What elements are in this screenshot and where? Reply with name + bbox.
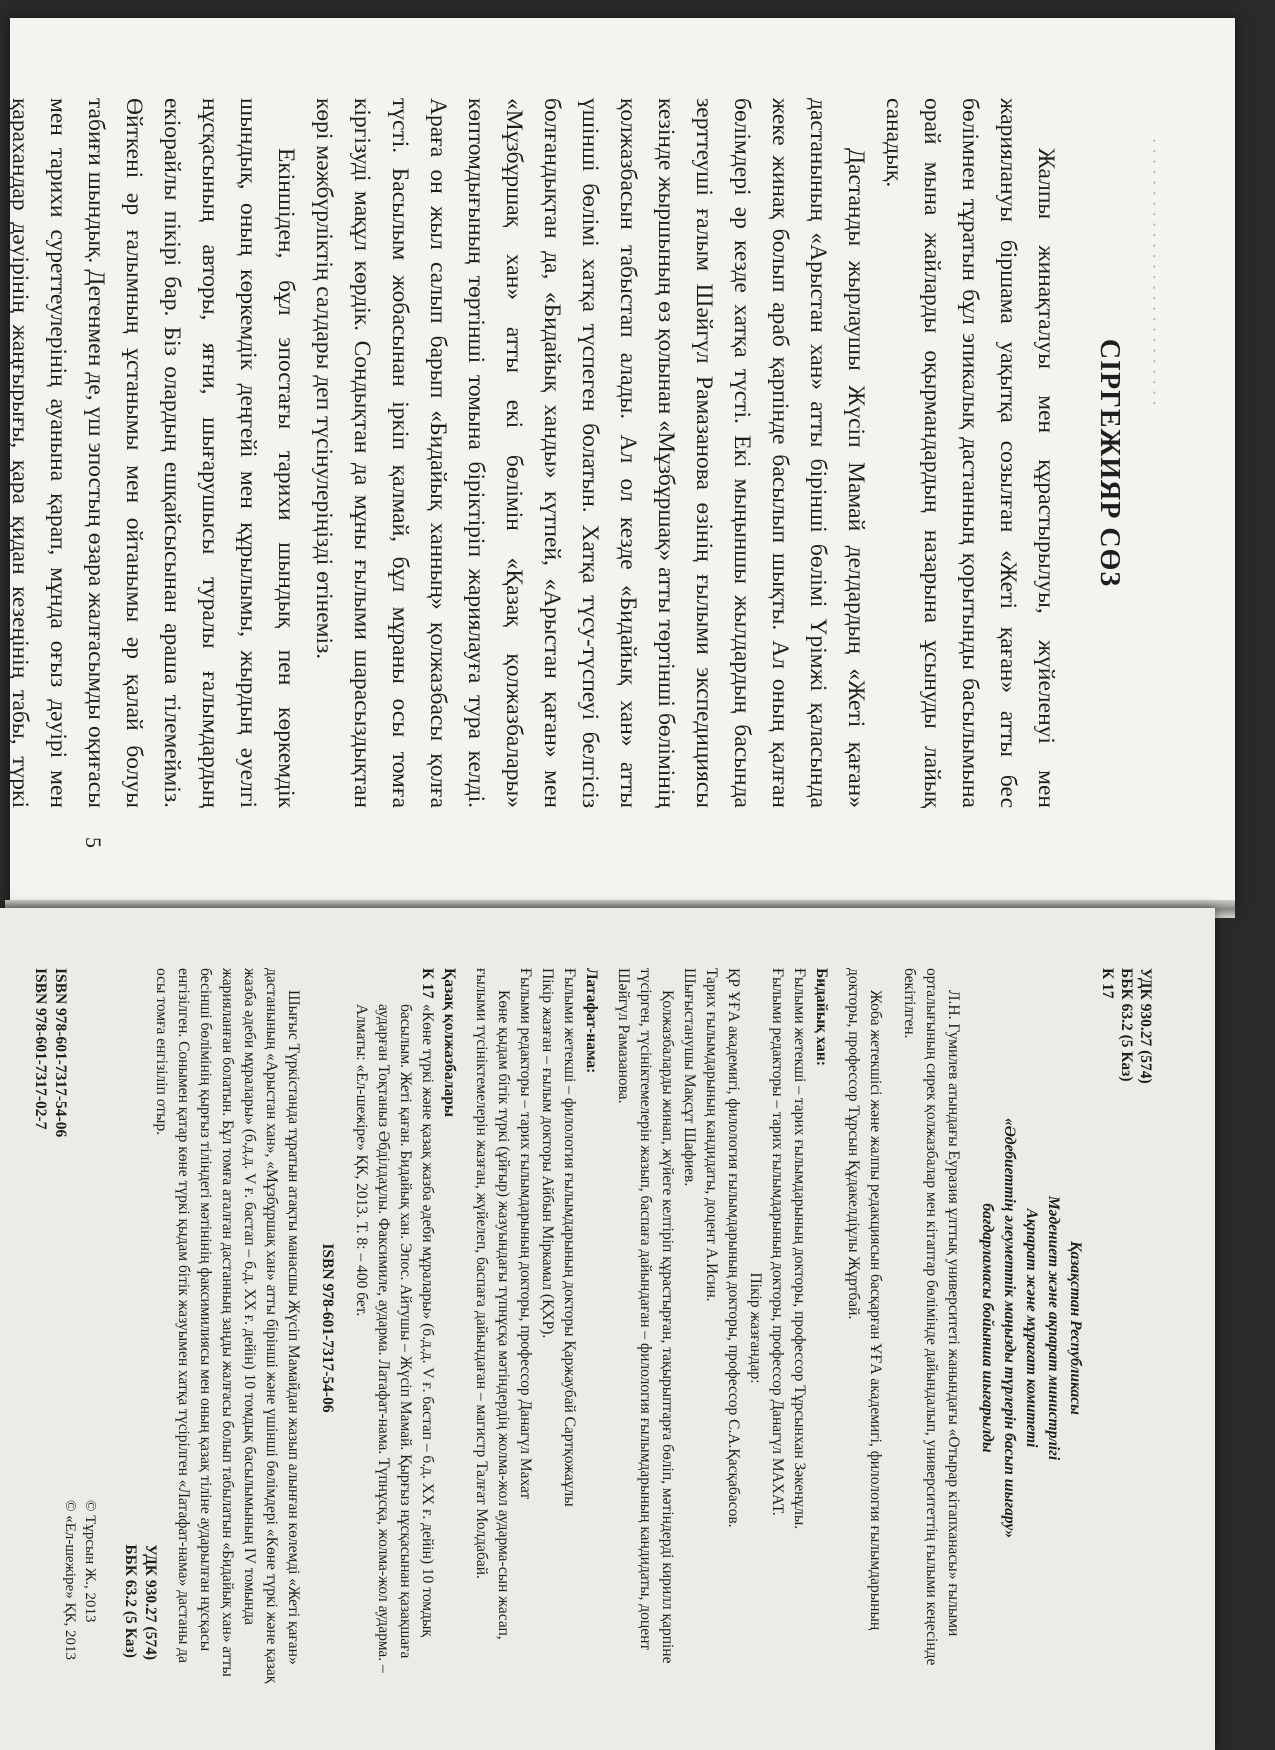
credit-line: Ғылыми жетекші – филология ғылымдарының докторы Қаржаубай Сартқожаұлы [561,968,578,1507]
credit-line: Ғылыми жетекші – тарих ғылымдарының докторы, профессор Тұрсынхан Зәкенұлы. [791,968,808,1530]
udk-code: УДК 930.27 (574) [142,1544,159,1660]
publisher-line: бағдарламасы бойынша шығарылды [979,1203,996,1453]
isbn-block [30,968,70,1137]
credit-line: Ғылыми редакторы – тарих ғылымдарының докторы, профессор Данагүл Махат [517,968,534,1500]
udk-code: УДК 930.27 (574) [1137,968,1154,1084]
publisher-line: Мәдениет және ақпарат министрлігі [1045,1195,1062,1461]
publisher-lines [976,968,1086,1688]
credit-line: Пікір жазғандар: [747,1272,764,1384]
author-mark: К 17 [1099,968,1116,999]
classification-codes [1098,968,1155,1688]
catalog-entry [350,968,438,1688]
series-title: Қазақ қолжазбалары [441,968,458,1117]
catalog-entry-text: «Көне түркі және қазақ жазба әдеби мұралары» (б.д.д. V ғ. бастап – б.д. XX ғ. дейін) 10 томдық басылым. Жеті қаған. Бидайық хан. Эпос. Айтушы – Жүсіп Мамай. Қырғыз нұсқасынан қазақшаға аударған Тоқтаныз Әбділдаұлы. Факсимиле, аударма. Латафат-нама. Түпнұсқа, жолма-жол аударма. – Алматы: «Ел-шежіре» ҚК, 2013. Т. 8: – 400 бет. [353,1004,436,1673]
credit-line: Көне қыдам бітік түркі (ұйғыр) жазуындағы түпнұсқа мәтіндердің жолма-жол аударма-сын жасап, ғылыми түсініктемелерін жазған, жүйелеп, баспаға дайындаған – магистр Талғат Молдабай. [473,968,512,1640]
isbn-line: ISBN 978-601-7317-54-06 [52,968,69,1138]
publisher-line: Қазақстан Республикасы [1067,1241,1084,1415]
page-number: 5 [81,837,106,848]
isbn-main: ISBN 978-601-7317-54-06 [319,1243,336,1413]
classification-codes-bottom [120,1544,160,1660]
credit-line: Тарих ғылымдарының кандидаты, доцент А.Исин. [703,968,720,1302]
preface-body [0,98,1065,808]
bbk-code: ББК 63.2 (5 Каз) [1118,968,1135,1082]
bbk-code: ББК 63.2 (5 Каз) [122,1544,139,1658]
preface-paragraph: Екіншіден, бұл эпостағы тарихи шындық пен көркемдік шындық, оның көркемдік деңгейі мен құрылымы, жырдың әуелгі нұсқасының авторы, яғни, шығарушысы туралы ғалымдардың екіорайлы пікірі бар. Біз олардың ешқайсысынан араша тілемейміз. Өйткені әр ғалымның ұстанымы мен ойтанымы әр қалай болуы табиғи шындық. Дегенмен де, үш эпостың өзара жалғасымды оқиғасы мен тарихи суреттеулерінің ауанына қарап, мұнда оғыз дәуірі мен қарахандар дәуірінің жаңғырығы, қара қидан кезеңінің табы, түркі [7,98,299,808]
preface-title: СІРГЕЖИЯР СӨЗ [1094,338,1125,588]
preface-page [7,18,1235,908]
section-heading: Бидайық хан: [813,968,830,1066]
credit-line: Пікір жазған – ғылым докторы Айбын Міркамал (ҚХР). [539,968,556,1339]
annotation: Шығыс Түркістанда тұратын атақты манасшы Жүсіп Мамайдан жазып алынған көлемді «Жеті қаған» дастанының «Арыстан хан», «Мұзбұршақ хан» атты бірінші және үшінші бөлімдері «Көне түркі және қазақ жазба әдеби мұралары» (б.д.д. V ғ. бастап – б.д. XX ғ. дейін) 10 томдық басылымының IV томында жарияланған болатын. Бұл томға аталған дастанның заңды жалғасы болып табылатын «Бидайық хан» атты бесінші бөлімінің қырғыз тіліндегі мәтінінің факсимилиясы мен оның қазақ тіліне аударылған нұсқасы енгізілген. Сонымен қатар көне түркі қыдам бітік жазуымен хатқа түсірілген «Латафат-нама» дастаны да осы томға енгізіліп отыр. [153,968,302,1684]
preface-paragraph: Дастанды жырлаушы Жүсіп Мамай делдардың «Жеті қаған» дастанының «Арыстан хан» атты бірінші бөлімі Үрімжі қаласында жеке жинақ болып араб қарпінде басылып шықты. Ал оның қалған бөлімдері әр кезде хатқа түсті. Екі мыңыншы жылдардың басында зерттеуші ғалым Шәйгүл Рамазанова өзінің ғылыми экспедициясы кезінде жыршының өз қолынан «Мұзбұршақ» атты төртінші бөлімінің қолжазбасын табыстап алады. Ал ол кезде «Бидайық хан» атты үшінші бөлімі хатқа түспеген болатын. Хатқа түсу-түспеуі белгісіз болғандықтан да, «Бидайық ханды» күтпей, «Арыстан қаған» мен «Мұзбұршақ хан» атты екі бөлімін «Қазақ қолжазбалары» көптомдығының төртінші томына біріктіріп жариялауға тура келді. Араға он жыл салып барып «Бидайық ханның» қолжазбасы қолға түсті. Басылым жобасынан іркіп қалмай, бұл мұраны осы томға кіргізуді мақұл көрдік. Сондықтан да мұны ғылыми шарасыздықтан көрі мәжбүрліктің салдары деп түсінулеріңізді өтінеміз. [311,98,869,808]
publisher-line: Ақпарат және мұрағат комитеті [1023,1208,1040,1448]
institution-note: Л.Н. Гумилев атындағы Еуразия ұлттық университеті жанындағы «Отырар кітапханасы» ғылыми орталығының сирек қолжазбалар мен кітаптар бөлімінде дайындалып, университеттің ғылыми кеңесінде бекітілген. [901,968,962,1666]
imprint-page [0,908,1215,1750]
credit-line: ҚР ҰҒА академигі, филология ғылымдарының докторы, профессор С.А.Қасқабасов. [725,968,742,1528]
project-lead: Жоба жетекшісі және жалпы редакциясын басқарған ҰҒА академигі, филология ғылымдарының докторы, профессор Тұрсын Құдакелдіұлы Жұртбай. [845,968,884,1631]
credit-line: Ғылыми редакторы – тарих ғылымдарының докторы, профессор Данагүл МАХАТ. [769,968,786,1516]
bleed-through-text: . . . . . . . . . . . . . . . . . . . . . . . . . . [1148,138,1172,406]
section-heading: Латафат-нама: [583,968,600,1074]
copyright-line: © «Ел-шежіре» ҚК, 2013 [62,1500,78,1660]
copyright-line: © Тұрсын Ж., 2013 [82,1500,98,1623]
credit-line: Шығыстанушы Мақсұт Шафиев. [681,968,698,1187]
publisher-line: «Әдебиеттің әлеуметтік маңызды түрлерін басып шығару» [1001,1117,1018,1539]
isbn-line: ISBN 978-601-7317-02-7 [32,968,49,1130]
author-mark: К 17 [419,968,436,999]
preface-paragraph: Жалпы жинақталуы мен құрастырылуы, жүйеленуі мен жариялануы біршама уақытқа созылған «Жеті қаған» атты бес бөлімнен тұратын бұл эпикалық дастанның қорытынды басылымына орай мына жайларды оқырмандардың назарына ұсынуды лайық санадық. [881,98,1059,808]
copyright-block [60,1500,100,1660]
credit-line: Қолжазбаларды жинап, жүйеге келтіріп құрастырған, тақырыптарға бөліп, мәтіндерді кирилл қарпіне түсірген, түсініктемелерін жазып, баспаға дайындаған – филология ғылымдарының кандидаты, доцент Шәйгүл Рамазанова. [615,968,676,1664]
imprint-block [150,968,1155,1688]
